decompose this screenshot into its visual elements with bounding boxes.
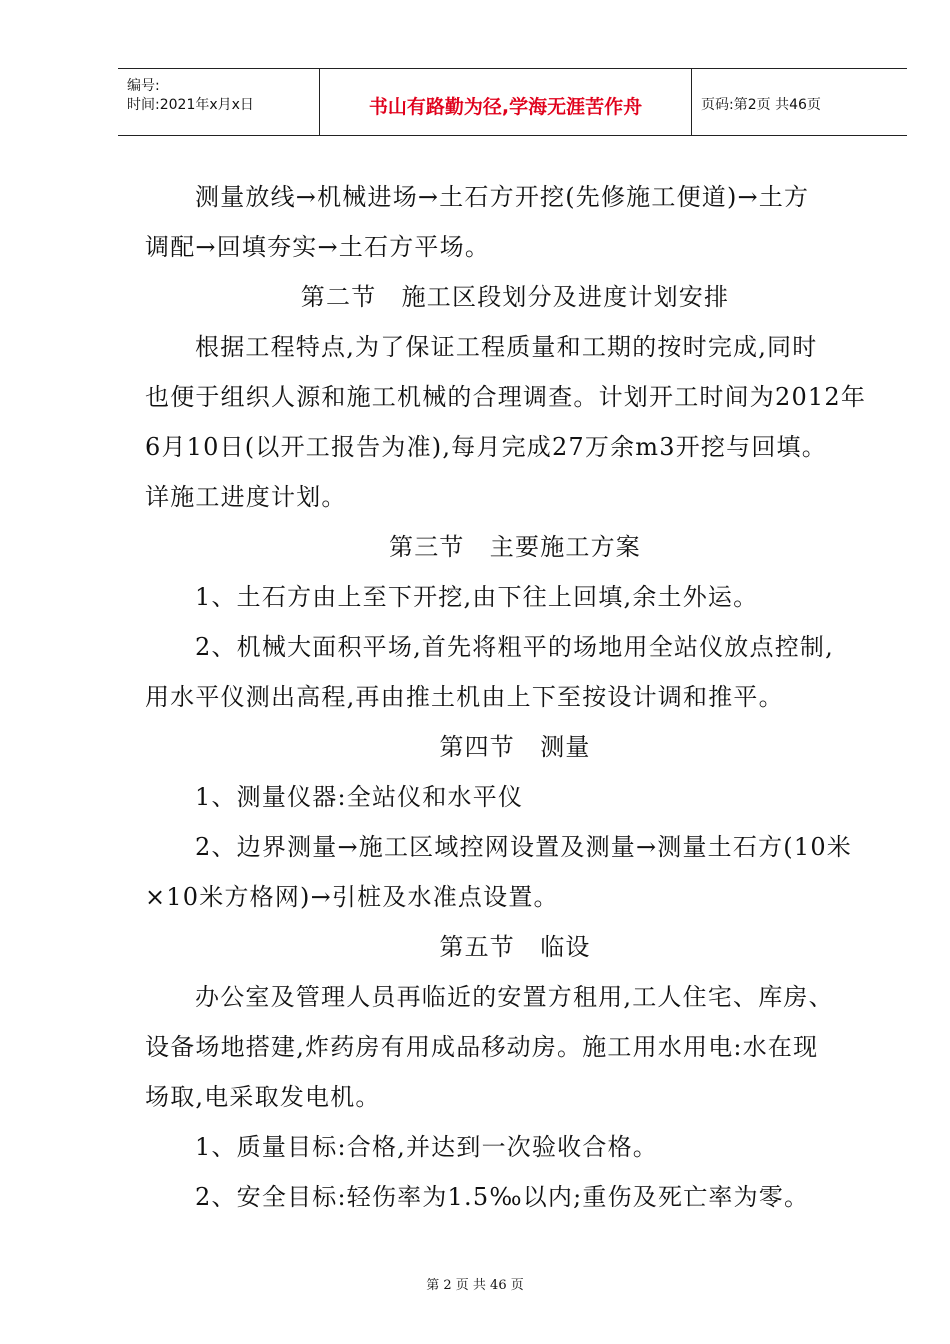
body-line: 用水平仪测出高程,再由推土机由上下至按设计调和推平。 — [145, 683, 784, 711]
body-line: 也便于组织人源和施工机械的合理调查。计划开工时间为2012年 — [145, 383, 867, 411]
body-line: 2、安全目标:轻伤率为1.5‰以内;重伤及死亡率为零。 — [195, 1183, 810, 1211]
body-line: 2、边界测量→施工区域控网设置及测量→测量土石方(10米 — [195, 833, 852, 861]
page-code: 页码:第2页 共46页 — [701, 97, 821, 113]
body-line: ×10米方格网)→引桩及水准点设置。 — [145, 883, 559, 911]
body-line: 1、质量目标:合格,并达到一次验收合格。 — [195, 1133, 658, 1161]
body-line: 根据工程特点,为了保证工程质量和工期的按时完成,同时 — [195, 333, 818, 361]
serial-label: 编号: — [127, 78, 160, 94]
motto-text: 书山有路勤为径,学海无涯苦作舟 — [368, 96, 643, 118]
body-line: 测量放线→机械进场→土石方开挖(先修施工便道)→土方 — [195, 183, 810, 211]
body-line: 调配→回填夯实→土石方平场。 — [145, 233, 491, 261]
body-line: 设备场地搭建,炸药房有用成品移动房。施工用水用电:水在现 — [145, 1033, 819, 1061]
body-line: 2、机械大面积平场,首先将粗平的场地用全站仪放点控制, — [195, 633, 834, 661]
body-line: 1、土石方由上至下开挖,由下往上回填,余土外运。 — [195, 583, 759, 611]
section-heading: 第五节 临设 — [439, 933, 591, 961]
header-motto-cell — [320, 69, 692, 135]
body-line: 办公室及管理人员再临近的安置方租用,工人住宅、库房、 — [195, 983, 834, 1011]
section-heading: 第二节 施工区段划分及进度计划安排 — [300, 283, 730, 311]
section-heading: 第四节 测量 — [439, 733, 591, 761]
page-header — [118, 68, 907, 136]
time-label: 时间:2021年x月x日 — [127, 97, 254, 113]
body-line: 1、测量仪器:全站仪和水平仪 — [195, 783, 524, 811]
header-page-cell — [692, 69, 907, 135]
document-body — [145, 172, 885, 1222]
section-heading: 第三节 主要施工方案 — [389, 533, 641, 561]
page-footer: 第 2 页 共 46 页 — [426, 1278, 524, 1293]
body-line: 场取,电采取发电机。 — [145, 1083, 381, 1111]
body-line: 6月10日(以开工报告为准),每月完成27万余m3开挖与回填。 — [145, 433, 827, 461]
header-meta-cell — [118, 69, 320, 135]
body-line: 详施工进度计划。 — [145, 483, 347, 511]
